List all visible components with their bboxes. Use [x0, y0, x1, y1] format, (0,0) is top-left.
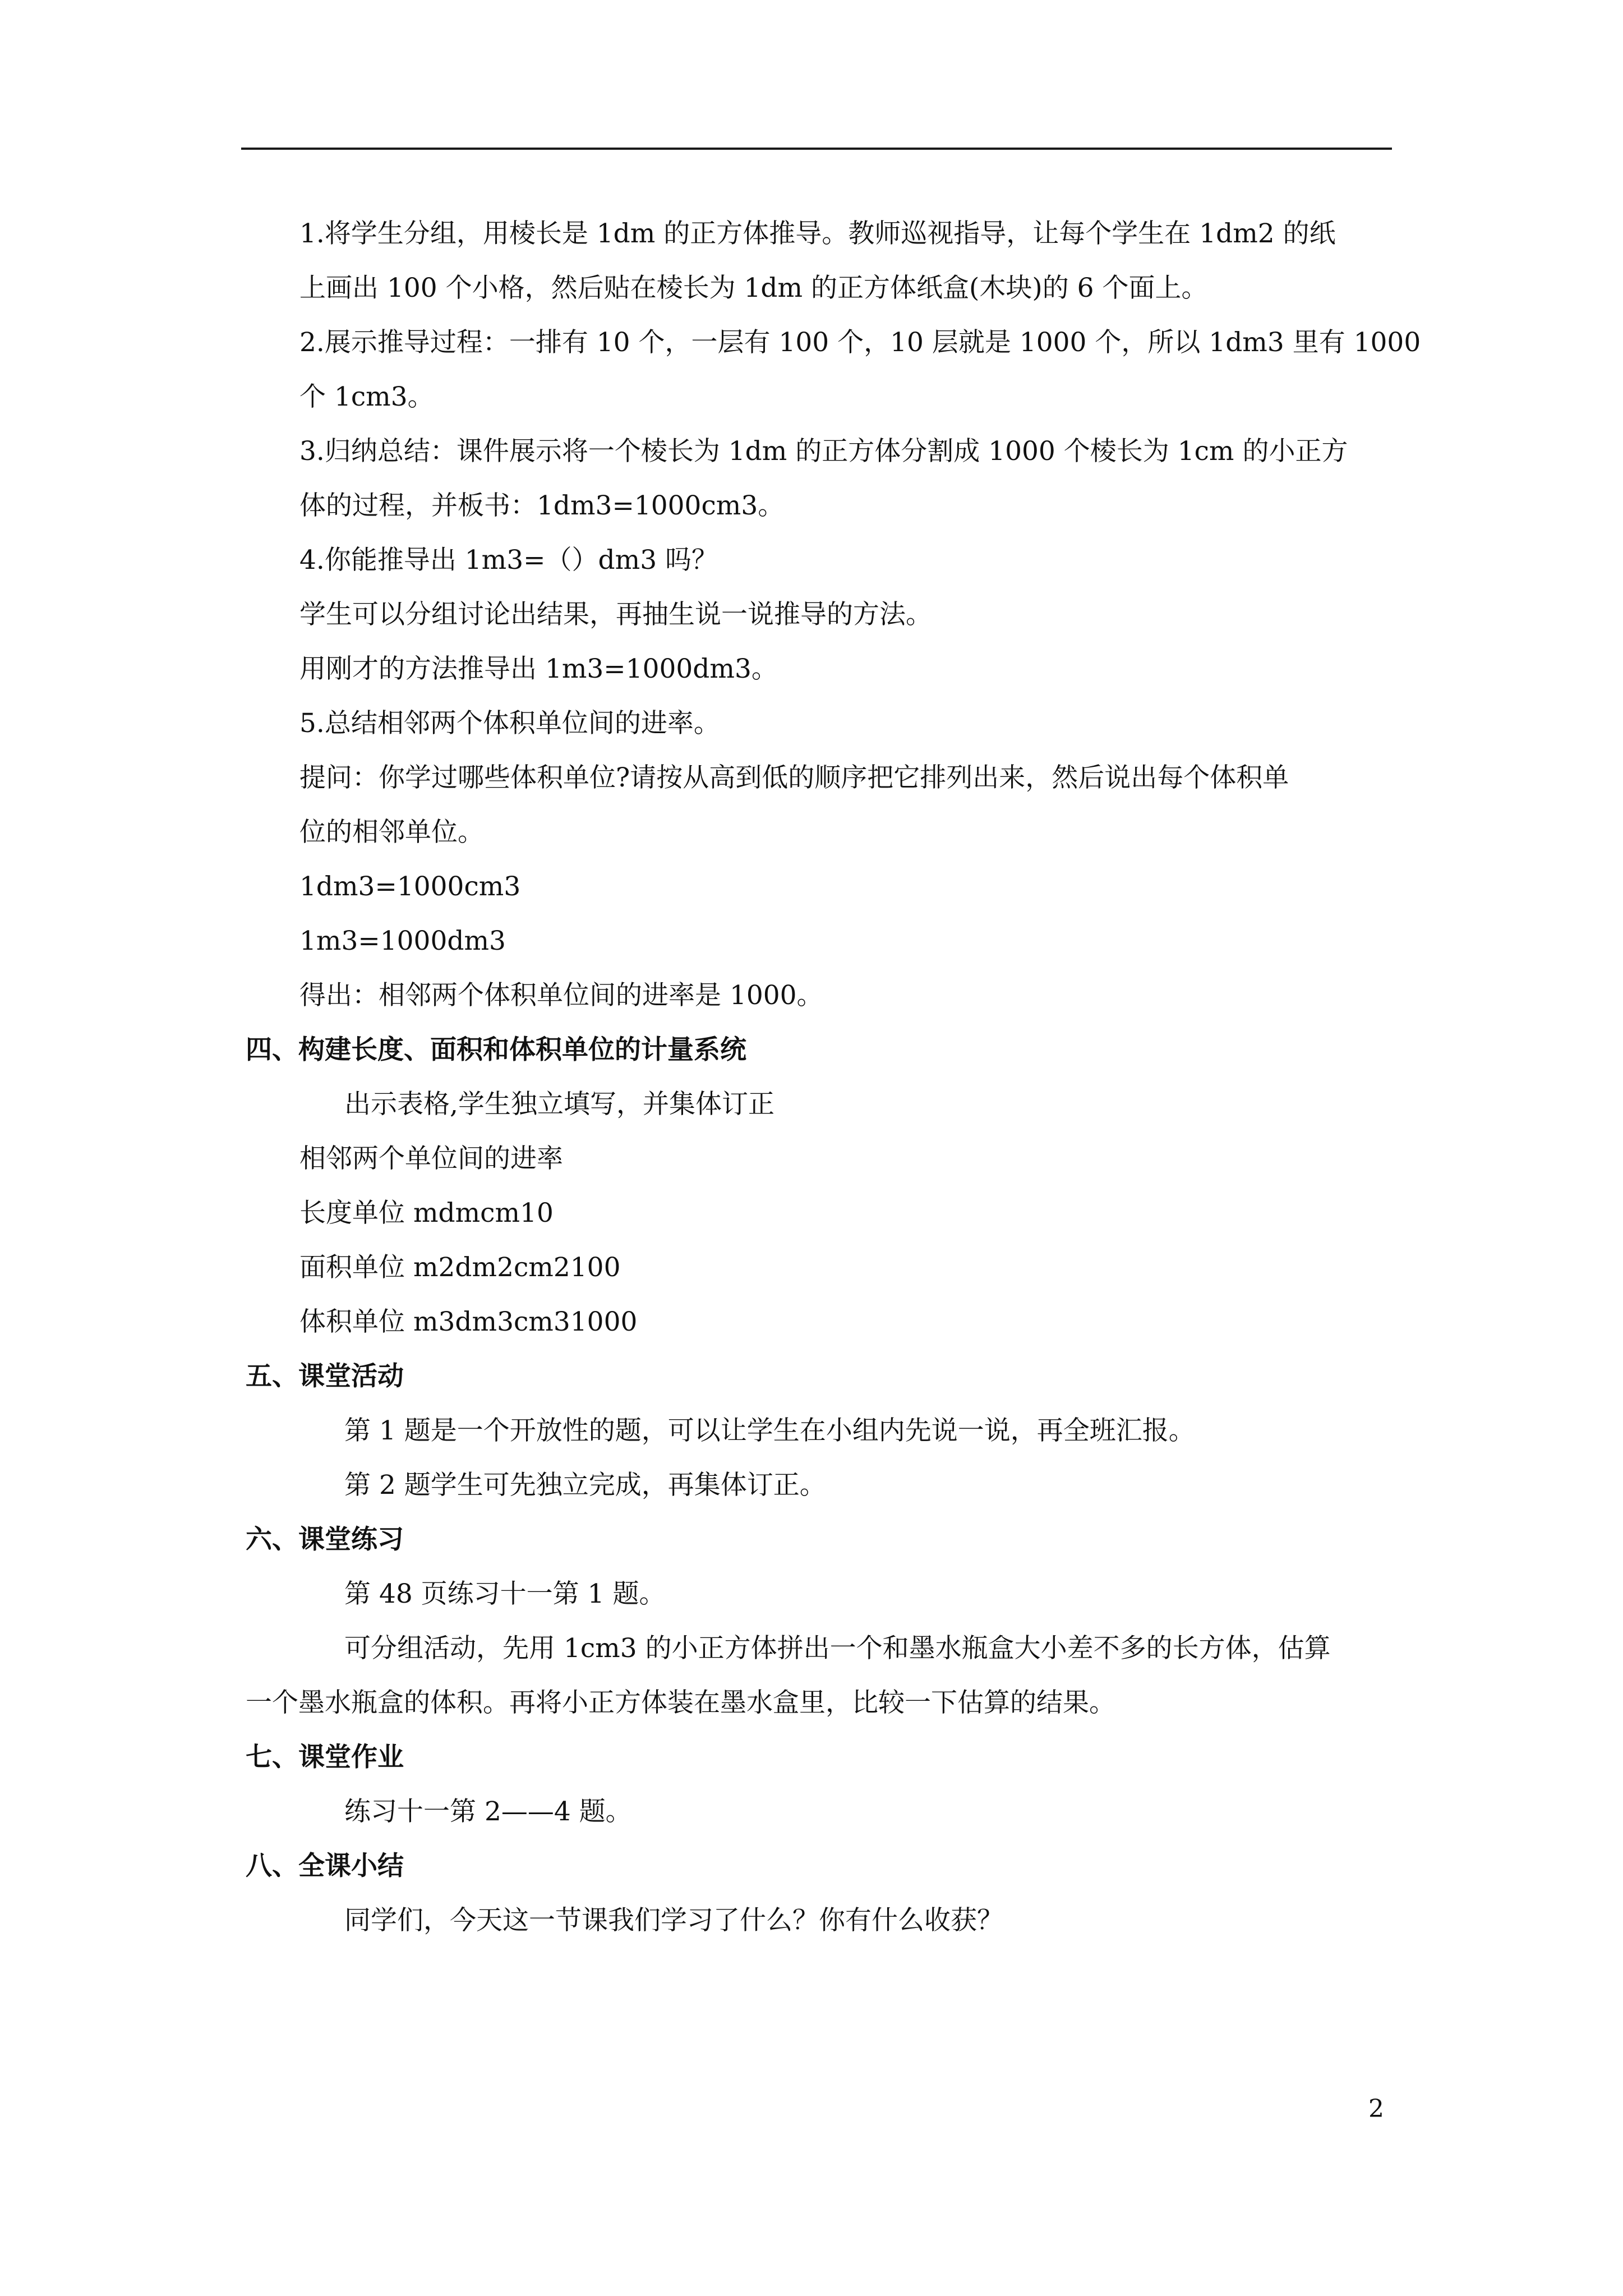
text-line: 上画出 100 个小格，然后贴在棱长为 1dm 的正方体纸盒(木块)的 6 个面上。	[299, 273, 1208, 303]
text-line: 体的过程，并板书：1dm3=1000cm3。	[299, 490, 785, 521]
section-heading: 七、课堂作业	[246, 1742, 404, 1773]
text-line: 4.你能推导出 1m3=（）dm3 吗？	[299, 545, 718, 576]
text-line: 个 1cm3。	[299, 381, 434, 412]
text-line: 体积单位 m3dm3cm31000	[299, 1306, 638, 1337]
text-line: 第 1 题是一个开放性的题，可以让学生在小组内先说一说，再全班汇报。	[344, 1415, 1195, 1446]
text-line: 第 48 页练习十一第 1 题。	[344, 1579, 666, 1609]
document-body	[246, 206, 1421, 1948]
section-heading: 六、课堂练习	[246, 1524, 404, 1555]
text-line: 得出：相邻两个体积单位间的进率是 1000。	[299, 980, 823, 1011]
page-number: 2	[1368, 2095, 1384, 2123]
section-heading: 八、全课小结	[246, 1851, 404, 1881]
text-line: 相邻两个单位间的进率	[299, 1143, 563, 1174]
text-line: 可分组活动，先用 1cm3 的小正方体拼出一个和墨水瓶盒大小差不多的长方体，估算	[344, 1633, 1331, 1664]
text-line: 位的相邻单位。	[299, 817, 484, 848]
text-line: 面积单位 m2dm2cm2100	[299, 1252, 621, 1283]
header-rule	[241, 148, 1392, 150]
text-line: 1.将学生分组，用棱长是 1dm 的正方体推导。教师巡视指导，让每个学生在 1dm2 的纸	[299, 218, 1336, 249]
text-line: 提问：你学过哪些体积单位?请按从高到低的顺序把它排列出来，然后说出每个体积单	[299, 762, 1289, 793]
text-line: 一个墨水瓶盒的体积。再将小正方体装在墨水盒里，比较一下估算的结果。	[246, 1687, 1115, 1718]
text-line: 练习十一第 2——4 题。	[344, 1796, 632, 1827]
text-line: 1dm3=1000cm3	[299, 871, 521, 902]
section-heading: 五、课堂活动	[246, 1361, 404, 1392]
text-line: 第 2 题学生可先独立完成，再集体订正。	[344, 1470, 826, 1501]
text-line: 学生可以分组讨论出结果，再抽生说一说推导的方法。	[299, 599, 932, 630]
text-line: 出示表格,学生独立填写，并集体订正	[344, 1089, 774, 1120]
text-line: 用刚才的方法推导出 1m3=1000dm3。	[299, 654, 778, 684]
text-line: 5.总结相邻两个体积单位间的进率。	[299, 708, 720, 739]
text-line: 1m3=1000dm3	[299, 926, 506, 956]
text-line: 2.展示推导过程：一排有 10 个，一层有 100 个，10 层就是 1000 个，所以 1dm3 里有 1000	[299, 327, 1421, 358]
text-line: 3.归纳总结：课件展示将一个棱长为 1dm 的正方体分割成 1000 个棱长为 1cm 的小正方	[299, 436, 1348, 467]
section-heading: 四、构建长度、面积和体积单位的计量系统	[246, 1034, 746, 1065]
text-line: 同学们，今天这一节课我们学习了什么？你有什么收获？	[344, 1905, 1003, 1936]
text-line: 长度单位 mdmcm10	[299, 1198, 554, 1228]
